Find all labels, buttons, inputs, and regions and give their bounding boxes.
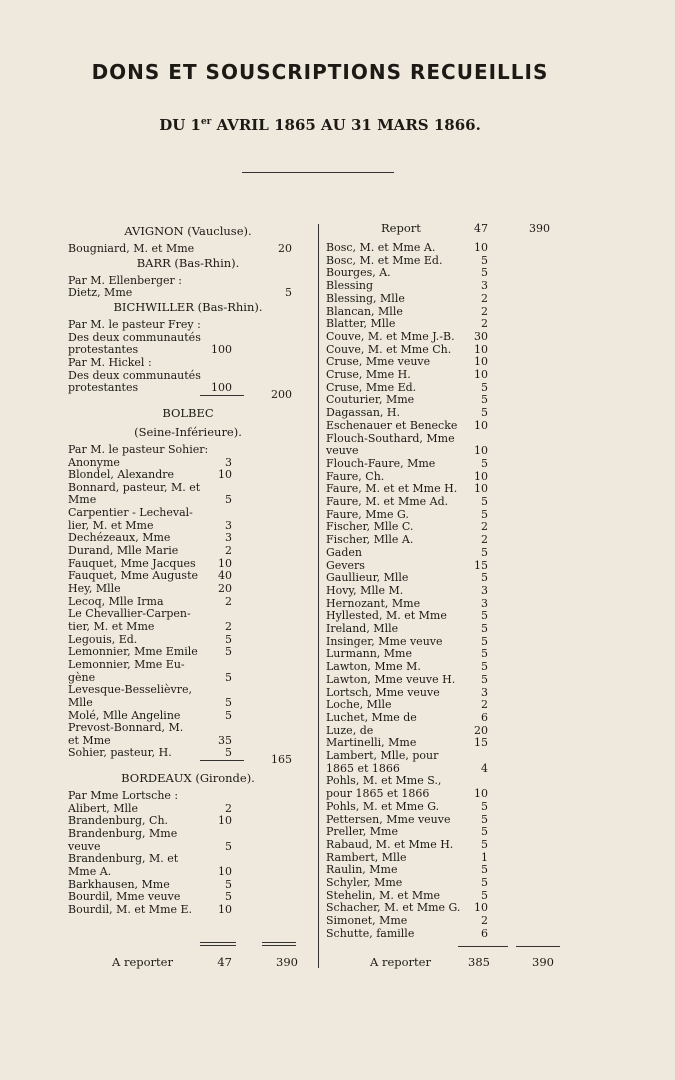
entry-amount: 10	[218, 556, 232, 570]
entry-amount: 2	[225, 619, 232, 633]
entry-name: gène	[68, 670, 96, 684]
entry-name: Couve, M. et Mme J.-B.	[326, 329, 455, 343]
page-title: DONS ET SOUSCRIPTIONS RECUEILLIS	[91, 60, 549, 84]
entry-name: Simonet, Mme	[326, 914, 408, 928]
entry-name: protestantes	[68, 381, 139, 395]
section-heading: BARR (Bas-Rhin).	[136, 255, 240, 270]
entry-name: Bourges, A.	[326, 266, 391, 280]
entry-name: Molé, Mlle Angeline	[68, 708, 181, 722]
left-reporter-v1: 47	[217, 955, 232, 969]
entry-name: Dietz, Mme	[68, 286, 133, 300]
entry-amount: 5	[481, 799, 488, 813]
entry-name: Bosc, M. et Mme A.	[326, 241, 436, 254]
entry-amount: 2	[481, 698, 488, 712]
entry-amount: 5	[225, 839, 232, 853]
entry-name: Hey, Mlle	[68, 582, 121, 595]
right-v2-rule	[516, 946, 560, 947]
entry-name: Mme A.	[68, 865, 112, 878]
entry-name: Bougniard, M. et Mme	[68, 242, 195, 255]
entry-name: Schyler, Mme	[326, 876, 403, 889]
entry-amount: 5	[481, 888, 488, 902]
entry-amount: 5	[481, 647, 488, 661]
entry-amount: 1	[481, 850, 488, 864]
entry-amount: 35	[218, 733, 232, 747]
entry-name: Bonnard, pasteur, M. et	[68, 480, 201, 494]
entry-amount: 5	[225, 746, 232, 760]
entry-name: Fauquet, Mme Jacques	[68, 556, 196, 570]
entry-name: et Mme	[68, 733, 111, 747]
entry-name: Lemonnier, Mme Emile	[68, 645, 198, 659]
entry-amount: 3	[481, 583, 488, 597]
entry-name: Mme	[68, 493, 97, 507]
report-v1: 47	[474, 222, 488, 235]
entry-amount: 10	[474, 342, 488, 356]
entry-amount: 10	[474, 469, 488, 483]
entry-total: 20	[278, 242, 292, 255]
entry-name: Levesque-Besselièvre,	[68, 683, 192, 697]
entry-name: Fischer, Mlle A.	[326, 533, 414, 547]
entry-name: Eschenauer et Benecke	[326, 418, 458, 432]
entry-name: Des deux communautés	[68, 330, 201, 344]
subtitle-pre: DU 1	[159, 116, 201, 134]
entry-amount: 100	[211, 381, 232, 395]
entry-amount: 2	[225, 544, 232, 558]
entry-amount: 5	[225, 708, 232, 722]
entry-name: Faure, M. et et Mme H.	[326, 482, 458, 496]
entry-amount: 30	[474, 329, 488, 343]
entry-name: Faure, Mme G.	[326, 507, 409, 521]
entry-name: Durand, Mlle Marie	[68, 544, 179, 558]
entry-name: Dagassan, H.	[326, 406, 400, 420]
subtotal-rule	[200, 395, 244, 396]
entry-name: Luze, de	[326, 723, 374, 737]
entry-amount: 5	[481, 380, 488, 394]
entry-amount: 5	[481, 812, 488, 826]
entry-name: Bosc, M. et Mme Ed.	[326, 253, 443, 267]
entry-amount: 3	[225, 455, 232, 469]
entry-amount: 10	[474, 355, 488, 369]
entry-name: Sohier, pasteur, H.	[68, 746, 172, 760]
entry-name: Flouch-Faure, Mme	[326, 456, 436, 470]
entry-amount: 5	[481, 495, 488, 508]
entry-name: tier, M. et Mme	[68, 619, 155, 633]
entry-name: Mlle	[68, 695, 93, 709]
entry-amount: 5	[225, 632, 232, 646]
entry-amount: 5	[225, 670, 232, 684]
entry-name: Bourdil, Mme veuve	[68, 890, 181, 904]
entry-amount: 5	[481, 837, 488, 851]
entry-amount: 3	[481, 596, 488, 610]
entry-name: Par M. le pasteur Sohier:	[68, 442, 209, 456]
entry-amount: 5	[481, 545, 488, 559]
entry-name: Martinelli, Mme	[326, 736, 417, 750]
entry-name: Lurmann, Mme	[326, 647, 413, 661]
subtotal-value: 200	[271, 387, 292, 401]
subtitle-sup: er	[200, 117, 212, 127]
entry-amount: 2	[225, 594, 232, 608]
entry-name: Fischer, Mlle C.	[326, 520, 414, 534]
entry-name: Brandenburg, Ch.	[68, 814, 169, 828]
entry-amount: 10	[474, 241, 488, 254]
entry-total: 5	[285, 286, 292, 300]
entry-name: Hovy, Mlle M.	[326, 583, 404, 597]
entry-name: Alibert, Mlle	[68, 801, 139, 815]
report-label: Report	[381, 221, 421, 235]
entry-name: Gevers	[326, 558, 365, 572]
entry-name: Carpentier - Lecheval-	[68, 506, 193, 520]
entry-name: Des deux communautés	[68, 368, 201, 382]
entry-name: Brandenburg, Mme	[68, 827, 178, 841]
entry-name: Blessing	[326, 279, 374, 293]
entry-amount: 5	[481, 266, 488, 280]
entry-amount: 3	[481, 279, 488, 293]
entry-name: 1865 et 1866	[326, 761, 400, 775]
entry-amount: 2	[481, 291, 488, 305]
entry-name: Bourdil, M. et Mme E.	[68, 902, 193, 916]
entry-name: Fauquet, Mme Auguste	[68, 569, 199, 583]
entry-name: Couve, M. et Mme Ch.	[326, 342, 452, 356]
entry-amount: 5	[481, 876, 488, 889]
entry-name: Flouch-Southard, Mme	[326, 431, 455, 445]
entry-name: Pohls, M. et Mme G.	[326, 799, 440, 813]
entry-name: Faure, Ch.	[326, 469, 385, 483]
entry-name: Ireland, Mlle	[326, 622, 399, 635]
entry-name: Prevost-Bonnard, M.	[68, 721, 184, 735]
entry-amount: 6	[481, 926, 488, 940]
subtotal-rule	[200, 760, 244, 761]
entry-amount: 5	[481, 456, 488, 470]
entry-amount: 20	[218, 582, 232, 595]
entry-name: Stehelin, M. et Mme	[326, 888, 441, 902]
entry-amount: 5	[225, 493, 232, 507]
entry-name: Preller, Mme	[326, 825, 398, 839]
entry-name: Insinger, Mme veuve	[326, 634, 443, 648]
entry-name: Raulin, Mme	[326, 863, 398, 877]
entry-name: veuve	[68, 839, 101, 853]
entry-name: Cruse, Mme veuve	[326, 355, 431, 369]
entry-amount: 10	[474, 901, 488, 915]
entry-amount: 5	[481, 571, 488, 585]
entry-amount: 5	[481, 253, 488, 267]
entry-name: Schacher, M. et Mme G.	[326, 901, 461, 915]
entry-amount: 5	[481, 393, 488, 407]
entry-amount: 5	[225, 645, 232, 659]
entry-name: protestantes	[68, 343, 139, 357]
entry-amount: 2	[481, 317, 488, 331]
entry-amount: 5	[481, 863, 488, 877]
entry-name: Faure, M. et Mme Ad.	[326, 495, 449, 508]
entry-name: Brandenburg, M. et	[68, 852, 179, 866]
entry-name: Blondel, Alexandre	[68, 468, 174, 482]
entry-amount: 5	[481, 672, 488, 686]
entry-name: Pettersen, Mme veuve	[326, 812, 451, 826]
entry-name: lier, M. et Mme	[68, 518, 154, 532]
entry-name: veuve	[326, 444, 359, 458]
entry-name: Par Mme Lortsche :	[68, 789, 179, 803]
entry-amount: 10	[218, 865, 232, 878]
entry-amount: 5	[481, 825, 488, 839]
entry-name: Lortsch, Mme veuve	[326, 685, 440, 699]
entry-name: Couturier, Mme	[326, 393, 415, 407]
left-v2-rule	[262, 942, 296, 943]
section-heading: (Seine-Inférieure).	[134, 424, 242, 439]
entry-amount: 2	[481, 304, 488, 318]
entry-amount: 10	[474, 787, 488, 801]
entry-name: Lambert, Mlle, pour	[326, 749, 439, 762]
entry-name: Pohls, M. et Mme S.,	[326, 774, 442, 788]
entry-amount: 3	[225, 518, 232, 532]
entry-amount: 2	[481, 914, 488, 928]
entry-name: Par M. le pasteur Frey :	[68, 317, 201, 331]
entry-amount: 40	[218, 569, 232, 583]
entry-name: Barkhausen, Mme	[68, 877, 170, 891]
right-reporter-v2: 390	[532, 955, 554, 969]
entry-name: Anonyme	[68, 455, 120, 469]
entry-name: Lawton, Mme veuve H.	[326, 672, 456, 686]
page-subtitle	[0, 116, 640, 134]
entry-amount: 10	[218, 468, 232, 482]
entry-amount: 5	[481, 406, 488, 420]
entry-amount: 5	[481, 507, 488, 521]
entry-name: Lecoq, Mlle Irma	[68, 594, 164, 608]
entry-amount: 2	[481, 520, 488, 534]
left-v2-rule-2	[262, 945, 296, 946]
subtitle-post: AVRIL 1865 AU 31 MARS 1866.	[211, 116, 481, 134]
entry-amount: 2	[481, 533, 488, 547]
right-reporter-label: A reporter	[370, 955, 431, 969]
entry-name: Lemonnier, Mme Eu-	[68, 657, 185, 671]
entry-name: Gaden	[326, 545, 362, 559]
entry-name: Cruse, Mme H.	[326, 368, 411, 381]
column-divider	[318, 224, 319, 968]
entry-name: Dechézeaux, Mme	[68, 531, 171, 545]
left-reporter-v2: 390	[276, 955, 298, 969]
entry-amount: 5	[481, 634, 488, 648]
entry-amount: 5	[481, 622, 488, 635]
entry-name: Blancan, Mlle	[326, 304, 403, 318]
entry-name: Rabaud, M. et Mme H.	[326, 837, 454, 851]
entry-amount: 20	[474, 723, 488, 737]
entry-name: Par M. Hickel :	[68, 355, 152, 369]
section-heading: AVIGNON (Vaucluse).	[124, 224, 252, 238]
entry-name: Hyllested, M. et Mme	[326, 609, 447, 623]
entry-amount: 3	[225, 531, 232, 545]
entry-name: Le Chevallier-Carpen-	[68, 607, 191, 621]
entry-name: Hernozant, Mme	[326, 596, 421, 610]
left-v1-rule-2	[200, 945, 236, 946]
entry-name: pour 1865 et 1866	[326, 787, 430, 801]
section-heading: BORDEAUX (Gironde).	[121, 771, 255, 786]
entry-amount: 5	[225, 695, 232, 709]
entry-amount: 3	[481, 685, 488, 699]
report-v2: 390	[529, 222, 550, 235]
entry-amount: 10	[218, 902, 232, 916]
entry-amount: 5	[225, 890, 232, 904]
title-separator	[242, 172, 394, 173]
entry-amount: 6	[481, 710, 488, 724]
right-reporter-v1: 385	[468, 955, 490, 969]
entry-name: Loche, Mlle	[326, 698, 392, 712]
entry-name: Blessing, Mlle	[326, 291, 405, 305]
entry-amount: 10	[474, 444, 488, 458]
entry-amount: 4	[481, 761, 488, 775]
subtotal-value: 165	[271, 753, 292, 767]
entry-amount: 15	[474, 558, 488, 572]
entry-name: Lawton, Mme M.	[326, 660, 421, 674]
entry-name: Gaullieur, Mlle	[326, 571, 409, 585]
left-reporter-label: A reporter	[112, 955, 173, 969]
entry-name: Rambert, Mlle	[326, 850, 407, 864]
entry-amount: 15	[474, 736, 488, 750]
entry-amount: 10	[218, 814, 232, 828]
entry-amount: 10	[474, 482, 488, 496]
section-heading: BOLBEC	[162, 405, 214, 420]
entry-name: Legouis, Ed.	[68, 632, 138, 646]
entry-name: Cruse, Mme Ed.	[326, 380, 417, 394]
entry-amount: 2	[225, 801, 232, 815]
entry-amount: 5	[481, 660, 488, 674]
entry-name: Par M. Ellenberger :	[68, 273, 182, 287]
left-v1-rule	[200, 942, 236, 943]
right-v1-rule	[458, 946, 508, 947]
entry-amount: 10	[474, 368, 488, 381]
entry-amount: 5	[225, 877, 232, 891]
entry-name: Schutte, famille	[326, 926, 415, 940]
entry-amount: 5	[481, 609, 488, 623]
entry-amount: 100	[211, 343, 232, 357]
entry-name: Blatter, Mlle	[326, 317, 396, 331]
entry-amount: 10	[474, 418, 488, 432]
entry-name: Luchet, Mme de	[326, 710, 417, 724]
section-heading: BICHWILLER (Bas-Rhin).	[113, 299, 263, 314]
